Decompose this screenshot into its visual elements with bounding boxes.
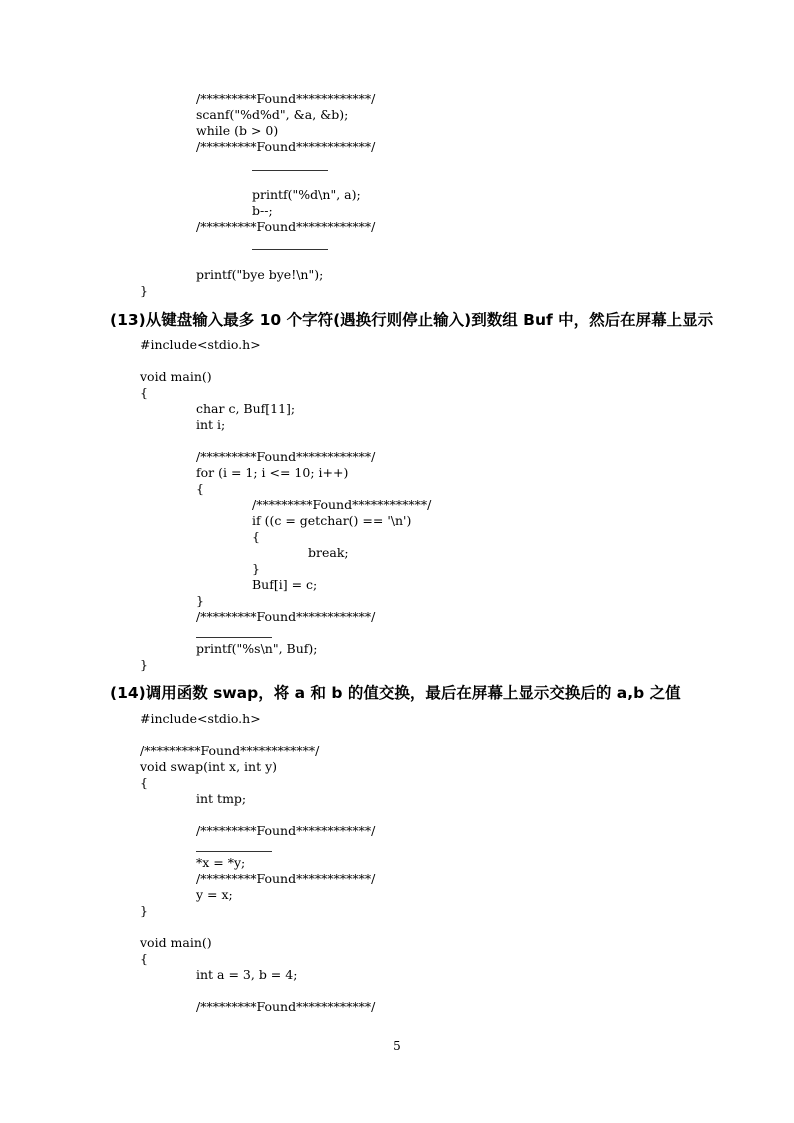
- code-line: #include<stdio.h>: [140, 711, 261, 726]
- code-line: char c, Buf[11];: [196, 401, 296, 416]
- code-line: /*********Found************/: [196, 609, 376, 624]
- code-line: /*********Found************/: [196, 871, 376, 886]
- question-14-heading: (14)调用函数 swap，将 a 和 b 的值交换，最后在屏幕上显示交换后的 a,b 之值: [110, 684, 681, 702]
- fill-in-blank: [252, 249, 328, 250]
- code-line: scanf("%d%d", &a, &b);: [196, 107, 349, 122]
- code-line: Buf[i] = c;: [252, 577, 318, 592]
- code-line: while (b > 0): [196, 123, 279, 138]
- code-line: /*********Found************/: [196, 449, 376, 464]
- code-line: {: [140, 385, 148, 400]
- fill-in-blank: [196, 637, 272, 638]
- code-line: printf("bye bye!\n");: [196, 267, 324, 282]
- code-line: {: [196, 481, 204, 496]
- code-line: {: [252, 529, 260, 544]
- code-line: }: [140, 903, 148, 918]
- code-line: printf("%s\n", Buf);: [196, 641, 318, 656]
- code-line: *x = *y;: [196, 855, 246, 870]
- code-line: printf("%d\n", a);: [252, 187, 361, 202]
- code-line: /*********Found************/: [196, 823, 376, 838]
- code-line: void swap(int x, int y): [140, 759, 278, 774]
- code-line: int a = 3, b = 4;: [196, 967, 298, 982]
- code-line: }: [252, 561, 260, 576]
- code-line: if ((c = getchar() == '\n'): [252, 513, 412, 528]
- code-line: y = x;: [196, 887, 233, 902]
- code-line: }: [196, 593, 204, 608]
- page-number: 5: [393, 1039, 401, 1053]
- code-line: #include<stdio.h>: [140, 337, 261, 352]
- code-line: for (i = 1; i <= 10; i++): [196, 465, 349, 480]
- code-line: int tmp;: [196, 791, 247, 806]
- question-13-heading: (13)从键盘输入最多 10 个字符(遇换行则停止输入)到数组 Buf 中，然后在屏幕上显示: [110, 311, 714, 329]
- code-line: {: [140, 951, 148, 966]
- code-line: {: [140, 775, 148, 790]
- fill-in-blank: [252, 170, 328, 171]
- code-line: }: [140, 657, 148, 672]
- code-line: /*********Found************/: [196, 91, 376, 106]
- code-line: void main(): [140, 935, 212, 950]
- code-line: int i;: [196, 417, 226, 432]
- code-line: b--;: [252, 203, 273, 218]
- code-line: void main(): [140, 369, 212, 384]
- code-line: /*********Found************/: [196, 999, 376, 1014]
- code-line: }: [140, 283, 148, 298]
- code-line: /*********Found************/: [252, 497, 432, 512]
- code-line: /*********Found************/: [196, 219, 376, 234]
- code-line: /*********Found************/: [140, 743, 320, 758]
- code-line: break;: [308, 545, 349, 560]
- fill-in-blank: [196, 851, 272, 852]
- code-line: /*********Found************/: [196, 139, 376, 154]
